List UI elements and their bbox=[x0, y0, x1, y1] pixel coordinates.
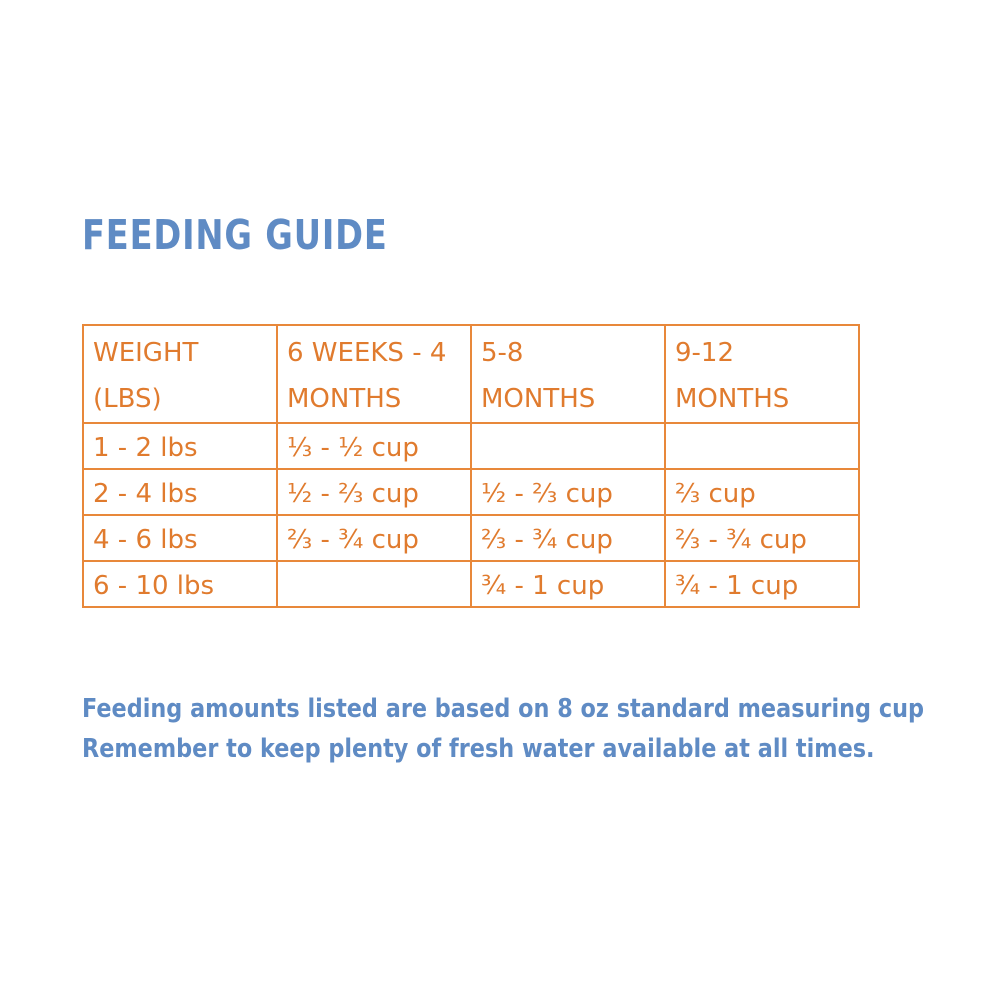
header-weight bbox=[83, 325, 277, 423]
amount-cell: ½ - ⅔ cup bbox=[277, 469, 471, 515]
amount-cell: ⅔ - ¾ cup bbox=[665, 515, 859, 561]
header-6wk-4mo bbox=[277, 325, 471, 423]
page-title: FEEDING GUIDE bbox=[82, 211, 388, 259]
measuring-cup-note: Feeding amounts listed are based on 8 oz standard measuring cup bbox=[82, 694, 924, 724]
header-line: 9-12 bbox=[675, 338, 735, 368]
header-9-12mo bbox=[665, 325, 859, 423]
amount-cell bbox=[471, 423, 665, 469]
amount-cell bbox=[277, 561, 471, 607]
amount-cell: ⅔ cup bbox=[665, 469, 859, 515]
weight-cell: 2 - 4 lbs bbox=[83, 469, 277, 515]
weight-cell: 1 - 2 lbs bbox=[83, 423, 277, 469]
table-row bbox=[83, 469, 859, 515]
amount-cell: ⅓ - ½ cup bbox=[277, 423, 471, 469]
table-header-row bbox=[83, 325, 859, 423]
header-line: 6 WEEKS - 4 bbox=[287, 338, 447, 368]
header-line: MONTHS bbox=[481, 384, 596, 414]
amount-cell: ½ - ⅔ cup bbox=[471, 469, 665, 515]
amount-cell: ⅔ - ¾ cup bbox=[277, 515, 471, 561]
weight-cell: 6 - 10 lbs bbox=[83, 561, 277, 607]
header-line: 5-8 bbox=[481, 338, 524, 368]
table-row bbox=[83, 515, 859, 561]
header-line: WEIGHT bbox=[93, 338, 199, 368]
amount-cell bbox=[665, 423, 859, 469]
header-line: MONTHS bbox=[675, 384, 790, 414]
feeding-table bbox=[82, 324, 860, 608]
header-line: MONTHS bbox=[287, 384, 402, 414]
amount-cell: ¾ - 1 cup bbox=[471, 561, 665, 607]
header-5-8mo bbox=[471, 325, 665, 423]
water-reminder-note: Remember to keep plenty of fresh water available at all times. bbox=[82, 734, 875, 764]
weight-cell: 4 - 6 lbs bbox=[83, 515, 277, 561]
amount-cell: ¾ - 1 cup bbox=[665, 561, 859, 607]
table-row bbox=[83, 561, 859, 607]
table-row bbox=[83, 423, 859, 469]
amount-cell: ⅔ - ¾ cup bbox=[471, 515, 665, 561]
header-line: (LBS) bbox=[93, 384, 162, 414]
